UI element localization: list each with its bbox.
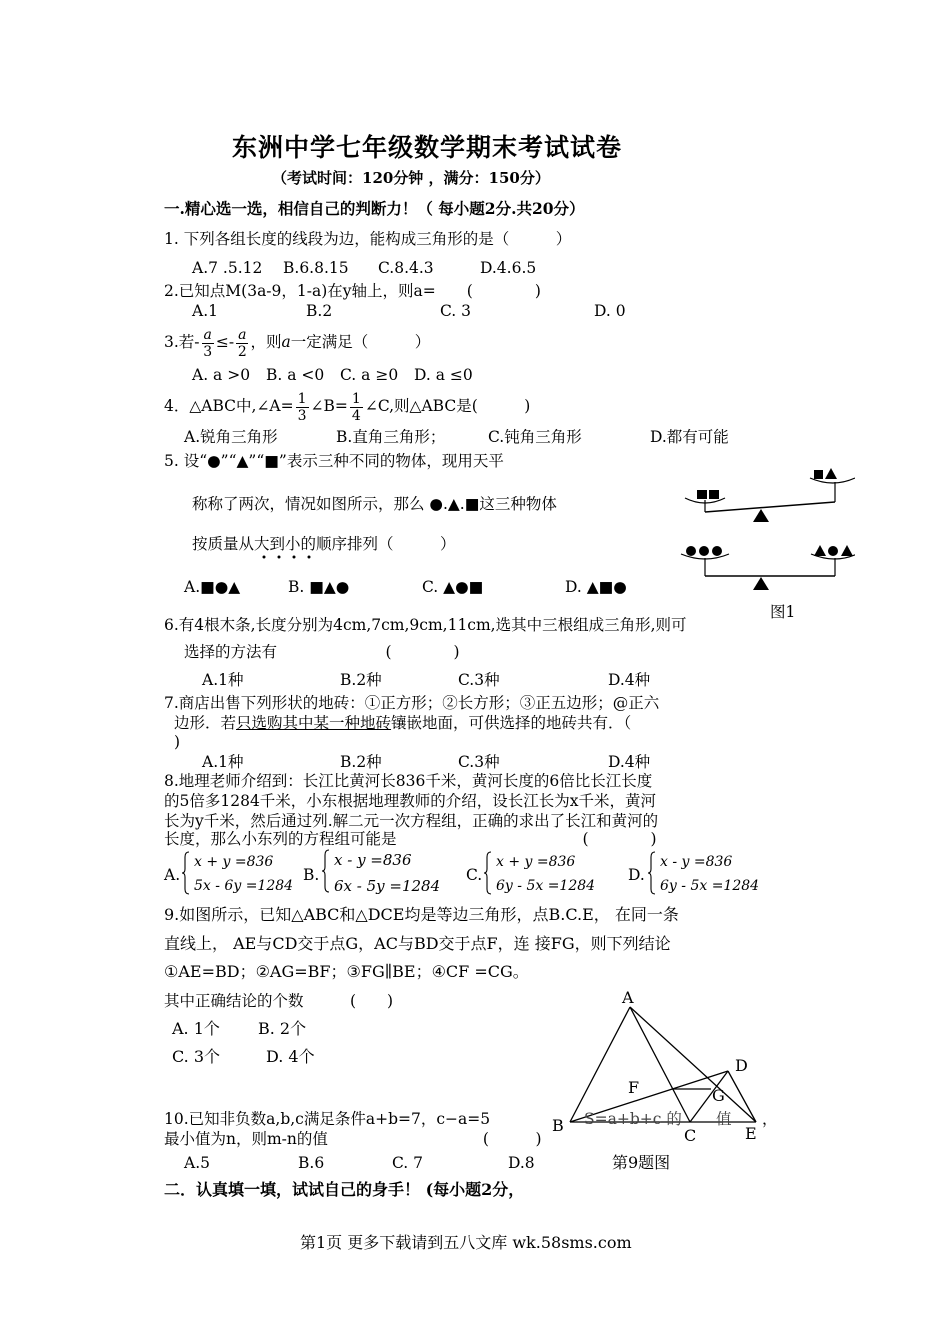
balance-scale-figure [675,462,855,597]
q3-f1-num: a [203,326,212,343]
q9-line-2: 直线上， AE与CD交于点G，AC与BD交于点F，连 接FG，则下列结论 [164,934,671,953]
q5-line-1: 5. 设“●”“▲”“■”表示三种不同的物体，现用天平 [164,452,504,470]
q9-option-b: B. 2个 [258,1019,307,1038]
q3-f1-den: 3 [203,343,213,360]
square-shape [709,490,719,499]
q5-line-2: 称称了两次，情况如图所示，那么 ●.▲.■这三种物体 [192,495,557,513]
section1-heading: 一.精心选一选，相信自己的判断力！（ 每小题2分.共20分） [164,199,585,218]
circle-shape [699,546,709,556]
circle-shape [828,546,838,556]
q8-c-eq2: 6y - 5x =1284 [496,878,596,894]
q4-f1-den: 3 [297,407,307,424]
q8-option-a-label: A. [164,866,181,884]
brace-icon [182,851,190,895]
q6-option-c: C.3种 [458,671,500,689]
q2-option-b: B.2 [306,302,333,320]
point-label-c: C [684,1126,697,1145]
q4-mid: ∠B= [310,397,348,415]
line-ab [570,1007,630,1122]
q4-fraction-2 [350,391,363,424]
q7-option-d: D.4种 [608,753,651,771]
q3-fraction-2 [236,327,248,360]
q8-a-eq2: 5x - 6y =1284 [194,878,294,894]
q9-option-d: D. 4个 [266,1047,315,1066]
q10-option-a: A.5 [184,1154,210,1172]
q8-b-eq1: x - y =836 [334,851,412,869]
q9-figure-caption: 第9题图 [612,1153,671,1172]
q4-f1-num: 1 [297,390,307,407]
q9-triangle-figure [548,985,768,1160]
point-label-a: A [622,988,634,1007]
q9-option-c: C. 3个 [172,1047,221,1066]
square-shape [814,470,823,479]
q7-option-c: C.3种 [458,753,500,771]
scale1-fulcrum [753,509,769,522]
q5-option-a: A.■●▲ [184,578,241,596]
q8-d-eq1: x - y =836 [660,854,733,870]
triangle-shape [814,545,826,556]
q2-option-a: A.1 [192,302,218,320]
q3-fraction-1 [202,327,214,360]
q6-line-2: 选择的方法有 ( ) [184,643,460,661]
q4-fraction-1 [296,391,309,424]
q3-f2-den: 2 [237,343,247,360]
q8-line-3: 长为y千米，然后通过列.解二元一次方程组，正确的求出了长江和黄河的 [164,812,659,830]
q3-mid: ≤- [215,333,235,351]
q3-var: a [281,333,291,351]
q6-option-b: B.2种 [340,671,382,689]
q4-f2-num: 1 [351,390,361,407]
page-footer: 第1页 更多下载请到五八文库 wk.58sms.com [300,1233,632,1252]
q5-option-c: C. ▲●■ [422,578,484,596]
q10-line-1a: 10.已知非负数a,b,c满足条件a+b=7，c−a=5 [164,1110,491,1128]
q2-option-c: C. 3 [440,302,472,320]
q2-option-d: D. 0 [594,302,626,320]
q10-line-1d: ， [762,1110,778,1128]
q4-prefix: 4．△ABC中,∠A= [164,397,294,415]
line-de [728,1071,756,1122]
balance-scale-1 [685,468,855,522]
point-label-d: D [735,1056,748,1075]
q1-option-a: A.7 .5.12 [192,259,263,277]
q5-option-b: B. ■▲● [288,578,350,596]
brace-icon [484,851,492,895]
q1-option-c: C.8.4.3 [378,259,434,277]
circle-shape [712,546,722,556]
q10-line-1c: 值 [716,1110,732,1128]
brace-icon [648,851,656,895]
q1-option-d: D.4.6.5 [480,259,537,277]
scale2-fulcrum [753,577,769,590]
square-shape [697,490,707,499]
q7-option-b: B.2种 [340,753,382,771]
q3-prefix: 3.若- [164,333,200,351]
balance-scale-2 [681,545,855,590]
q2-stem: 2.已知点M(3a-9，1-a)在y轴上，则a= ( ) [164,282,541,300]
scale1-beam [705,502,835,512]
q1-stem: 1. 下列各组长度的线段为边，能构成三角形的是（ ） [164,230,572,248]
line-ac [630,1007,690,1122]
q4-option-d: D.都有可能 [650,428,729,446]
q4-option-c: C.钝角三角形 [488,428,582,446]
page-subtitle: （考试时间：120分钟 ，满分：150分） [272,169,550,187]
q4-f2-den: 4 [351,407,361,424]
q3-suffix-2: 一定满足（ ） [290,333,431,351]
q10-line-2: 最小值为n，则m-n的值 ( ) [164,1130,542,1148]
q6-option-a: A.1种 [202,671,244,689]
q7-underlined-text: 只选购其中某一种地砖 [236,714,392,732]
point-label-f: F [628,1078,640,1097]
q3-option-b: B. a <0 [266,366,325,384]
triangle-shape [841,545,853,556]
q8-option-c-label: C. [466,866,483,884]
q4-option-a: A.锐角三角形 [184,428,278,446]
q8-line-2: 的5倍多1284千米，小东根据地理教师的介绍，设长江长为x千米，黄河 [164,792,657,810]
brace-icon [322,849,330,893]
q1-option-b: B.6.8.15 [283,259,349,277]
q5-line-3: 按质量从大到小的顺序排列（ ） [192,535,456,553]
q7-line-2 [174,713,631,733]
point-label-b: B [552,1116,564,1135]
section2-heading: 二．认真填一填，试试自己的身手！ (每小题2分， [164,1180,525,1199]
q10-option-d: D.8 [508,1154,535,1172]
q9-line-1: 9.如图所示，已知△ABC和△DCE均是等边三角形，点B.C.E， 在同一条 [164,905,679,924]
q7-line-2b: 镶嵌地面，可供选择的地砖共有．（ [391,714,632,732]
q7-line-1: 7.商店出售下列形状的地砖：①正方形；②长方形；③正五边形；@正六 [164,694,660,712]
q3-option-d: D. a ≤0 [414,366,473,384]
q9-line-4: 其中正确结论的个数 ( ) [164,992,394,1010]
triangle-shape [825,468,837,479]
q8-option-d-label: D. [628,866,645,884]
q4-stem [164,386,530,426]
q8-line-4: 长度，那么小东列的方程组可能是 ( ) [164,830,657,848]
q5-option-d: D. ▲■● [565,578,627,596]
q7-line-3: ) [174,733,181,751]
q10-option-c: C. 7 [392,1154,424,1172]
q3-option-a: A. a >0 [192,366,251,384]
point-label-g: G [712,1086,725,1105]
q3-f2-num: a [238,326,247,343]
point-label-e: E [745,1124,757,1143]
q8-a-eq1: x + y =836 [194,854,274,870]
q7-option-a: A.1种 [202,753,244,771]
q6-line-1: 6.有4根木条,长度分别为4cm,7cm,9cm,11cm,选其中三根组成三角形,则可 [164,616,687,634]
q4-suffix: ∠C,则△ABC是( ) [364,397,531,415]
q8-line-1: 8.地理老师介绍到：长江比黄河长836千米，黄河长度的6倍比长江长度 [164,772,653,790]
page-title: 东洲中学七年级数学期末考试试卷 [232,133,623,162]
q3-suffix-1: ，则 [250,333,282,351]
q9-line-3: ①AE=BD；②AG=BF；③FG∥BE；④CF =CG。 [164,962,529,981]
q7-line-2a: 边形．若 [174,714,237,732]
q8-option-b-label: B. [303,866,320,884]
circle-shape [686,546,696,556]
q8-d-eq2: 6y - 5x =1284 [660,878,760,894]
q9-option-a: A. 1个 [172,1019,220,1038]
figure-1-label: 图1 [770,603,796,621]
q8-c-eq1: x + y =836 [496,854,576,870]
q3-stem [164,322,430,362]
q5-emphasis-dots [260,553,320,561]
q6-option-d: D.4种 [608,671,651,689]
q10-line-1b: S=a+b+c 的 [584,1110,682,1128]
q10-option-b: B.6 [298,1154,325,1172]
q8-b-eq2: 6x - 5y =1284 [334,877,441,895]
q4-option-b: B.直角三角形； [336,428,446,446]
q3-option-c: C. a ≥0 [340,366,399,384]
